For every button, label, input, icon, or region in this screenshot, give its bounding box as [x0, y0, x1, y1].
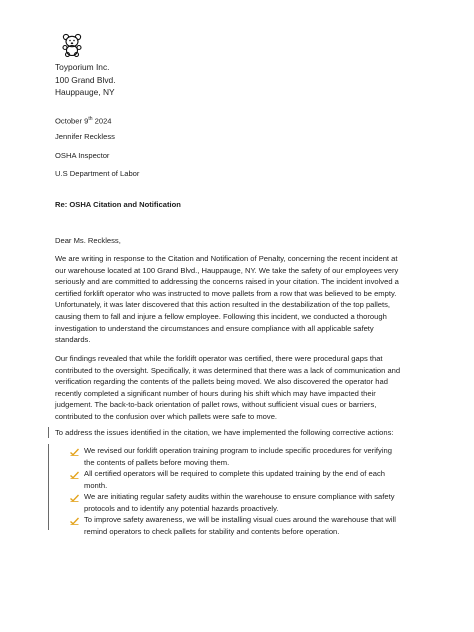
- paragraph-line: We are writing in response to the Citation and Notification of Penalty, concerning the recent incident at: [55, 254, 398, 263]
- paragraph-line: Unfortunately, it was later discovered that this action resulted in the destabilization of the top pallets,: [55, 300, 391, 310]
- date-year: 2024: [92, 116, 112, 126]
- company-address: [55, 61, 116, 99]
- checkmark-arrow-icon: [70, 471, 79, 479]
- checkmark-arrow-icon: [70, 494, 79, 502]
- action-line: We revised our forklift operation training program to include specific procedures for verifying: [84, 446, 392, 455]
- change-bar: [48, 427, 49, 438]
- paragraph-findings: [55, 353, 425, 423]
- teddy-bear-icon: [61, 33, 83, 57]
- paragraph-line: recently completed a significant number of hours during his shift which may have impacted their: [55, 388, 376, 398]
- paragraph-line: verification regarding the contents of the pallets being moved. We also discovered the operator had: [55, 377, 388, 387]
- recipient-org: U.S Department of Labor: [55, 169, 140, 178]
- checkmark-arrow-icon: [70, 517, 79, 525]
- action-line: We are initiating regular safety audits within the warehouse to ensure compliance with safety: [84, 492, 395, 501]
- paragraph-line: certified forklift operator who was instructed to move pallets from a row that was believed to be empty.: [55, 288, 397, 298]
- action-line: month.: [84, 480, 108, 490]
- company-street: 100 Grand Blvd.: [55, 74, 116, 85]
- paragraph-line: standards.: [55, 335, 91, 345]
- action-item: [84, 445, 392, 468]
- action-item: [84, 468, 385, 491]
- change-bar: [48, 444, 49, 530]
- paragraph-line: contributed to the oversight. Specifically, it was determined that there was a lack of communication and: [55, 365, 401, 375]
- date-month-day: October 9: [55, 116, 89, 126]
- action-line: remind operators to check pallets for stability and contents before operation.: [84, 526, 340, 536]
- paragraph-line: causing them to fall and injure a fellow employee. Following this incident, we conducted a thorough: [55, 311, 387, 321]
- salutation: Dear Ms. Reckless,: [55, 236, 121, 245]
- action-line: To improve safety awareness, we will be installing visual cues around the warehouse that will: [84, 515, 396, 524]
- paragraph-line: contributed to the confusion over which pallets were safe to move.: [55, 411, 278, 421]
- action-line: the contents of pallets before moving them.: [84, 457, 230, 467]
- company-name: Toyporium Inc.: [55, 62, 110, 72]
- paragraph-line: our warehouse located at 100 Grand Blvd., Hauppauge, NY. We take the safety of our employees very: [55, 265, 399, 275]
- paragraph-line: investigation to understand the circumstances and ensure compliance with all applicable safety: [55, 323, 374, 333]
- paragraph-incident: [55, 253, 425, 346]
- date-ordinal: th: [88, 116, 93, 122]
- recipient-name: Jennifer Reckless: [55, 132, 115, 141]
- checkmark-arrow-icon: [70, 448, 79, 456]
- action-item: [84, 514, 396, 537]
- paragraph-line: seriously and are committed to addressing the concerns raised in your citation. The incident involved a: [55, 277, 399, 287]
- subject-line: Re: OSHA Citation and Notification: [55, 200, 181, 209]
- paragraph-line: Our findings revealed that while the forklift operator was certified, there were procedural gaps that: [55, 354, 383, 363]
- company-city: Hauppauge, NY: [55, 87, 115, 97]
- action-item: [84, 491, 395, 514]
- recipient-title: OSHA Inspector: [55, 151, 110, 160]
- letter-date: [55, 114, 112, 127]
- actions-intro: To address the issues identified in the citation, we have implemented the following corrective actions:: [55, 428, 394, 437]
- paragraph-line: judgement. The back-to-back orientation of pallet rows, without sufficient visual cues or barriers,: [55, 400, 377, 410]
- action-line: protocols and to identify any potential hazards proactively.: [84, 503, 279, 513]
- action-line: All certified operators will be required to complete this updated training by the end of each: [84, 469, 385, 478]
